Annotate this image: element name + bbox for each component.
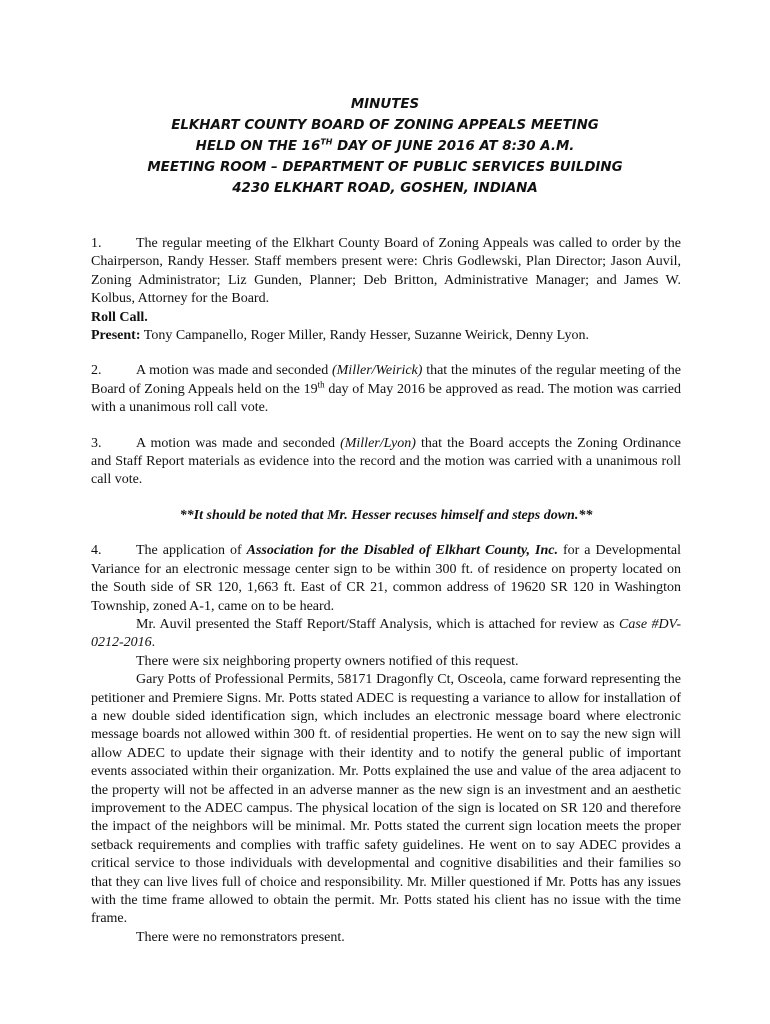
heading-room: MEETING ROOM – DEPARTMENT OF PUBLIC SERVICES BUILDING (147, 160, 623, 175)
item-4-remonstrators: There were no remonstrators present. (136, 929, 345, 945)
item-2 (91, 362, 681, 417)
staff-report-text: Mr. Auvil presented the Staff Report/Staff Analysis, which is attached for review as (136, 616, 620, 632)
item-number: 2. (91, 363, 102, 379)
heading-minutes: MINUTES (350, 97, 420, 112)
item-1-text: The regular meeting of the Elkhart County Board of Zoning Appeals was called to order by the Chairperson, Randy Hesser. Staff members present were: Chris Godlewski, Plan Director; Jason Auvil, Zoning Administrator; Liz Gunden, Planner; Deb Britton, Administrative Manager; and James W. Kolbus, Attorney for the Board. (91, 236, 681, 307)
heading-date (60, 136, 710, 157)
item-4-applicant: Association for the Disabled of Elkhart County, Inc. (246, 543, 558, 559)
case-number: Case #DV-0212-2016 (91, 616, 681, 651)
roll-call-label: Roll Call. (91, 309, 148, 325)
heading-address: 4230 ELKHART ROAD, GOSHEN, INDIANA (232, 181, 538, 196)
item-2-ordinal: th (317, 379, 325, 390)
heading-date-end: DAY OF JUNE 2016 AT 8:30 A.M. (332, 139, 575, 154)
item-2-text-a: A motion was made and seconded (136, 363, 332, 379)
item-3-text-b: that the Board accepts the Zoning Ordinance and Staff Report materials as evidence into the record and the motion was carried with a unanimous roll call vote. (91, 435, 682, 488)
item-3-movers: (Miller/Lyon) (340, 435, 416, 451)
recusal-note-text: **It should be noted that Mr. Hesser recuses himself and steps down.** (179, 507, 593, 523)
item-3 (91, 435, 681, 490)
item-4-notified: There were six neighboring property owners notified of this request. (136, 653, 519, 669)
item-4-testimony: Gary Potts of Professional Permits, 58171 Dragonfly Ct, Osceola, came forward representing the petitioner and Premiere Signs. Mr. Potts stated ADEC is requesting a variance to allow for installation of a new double sided identification sign, which includes an electronic message board where electronic message boards not allowed within 300 ft. of residential properties. He went on to say the new sign will allow ADEC to update their signage with their identity and to notify the general public of important events associated within their organization. Mr. Potts explained the use and value of the area adjacent to the property will not be affected in an adverse manner as the new sign is an investment and an aesthetic improvement to the ADEC campus. The physical location of the sign is located on SR 120 and therefore the impact of the neighbors will be minimal. Mr. Potts stated the current sign location meets the proper setback requirements and complies with traffic safety guidelines. He went on to say ADEC provides a critical service to those individuals with developmental and cognitive disabilities and their families so that they can live lives full of choice and responsibility. Mr. Miller questioned if Mr. Potts has any issues with the time frame allowed to obtain the permit. Mr. Potts stated his client has no issue with the time frame. (91, 672, 681, 927)
item-number: 3. (91, 435, 102, 451)
item-4-text-a: The application of (136, 543, 247, 559)
item-number: 1. (91, 236, 102, 251)
item-2-text-b: that the minutes of the regular meeting of the Board of Zoning Appeals held on the 19 (91, 363, 681, 397)
item-3-text-a: A motion was made and seconded (136, 435, 341, 451)
heading-date-suffix: TH (320, 137, 333, 147)
item-4 (91, 542, 681, 616)
document-heading (60, 94, 710, 199)
case-period: . (151, 635, 156, 651)
roll-call-heading (91, 309, 681, 327)
recusal-note (91, 507, 681, 525)
item-1 (91, 235, 681, 309)
heading-date-start: HELD ON THE 16 (195, 139, 321, 154)
item-2-text-c: day of May 2016 be approved as read. The motion was carried with a unanimous roll call vote. (91, 381, 681, 416)
item-4-text-b: for a Developmental Variance for an electronic message center sign to be within 300 ft. of residence on property located on the South side of SR 120, 1,663 ft. East of CR 21, common address of 19620 SR 120 in Washington Township, zoned A-1, came on to be heard. (91, 543, 681, 614)
present-label: Present: (91, 328, 141, 344)
present-line (91, 327, 681, 345)
item-2-movers: (Miller/Weirick) (331, 363, 423, 379)
heading-board-name: ELKHART COUNTY BOARD OF ZONING APPEALS MEETING (171, 118, 599, 133)
present-names: Tony Campanello, Roger Miller, Randy Hesser, Suzanne Weirick, Denny Lyon. (140, 328, 589, 344)
item-4-staff-report (91, 616, 681, 653)
minutes-body (91, 235, 681, 947)
item-number: 4. (91, 543, 102, 559)
